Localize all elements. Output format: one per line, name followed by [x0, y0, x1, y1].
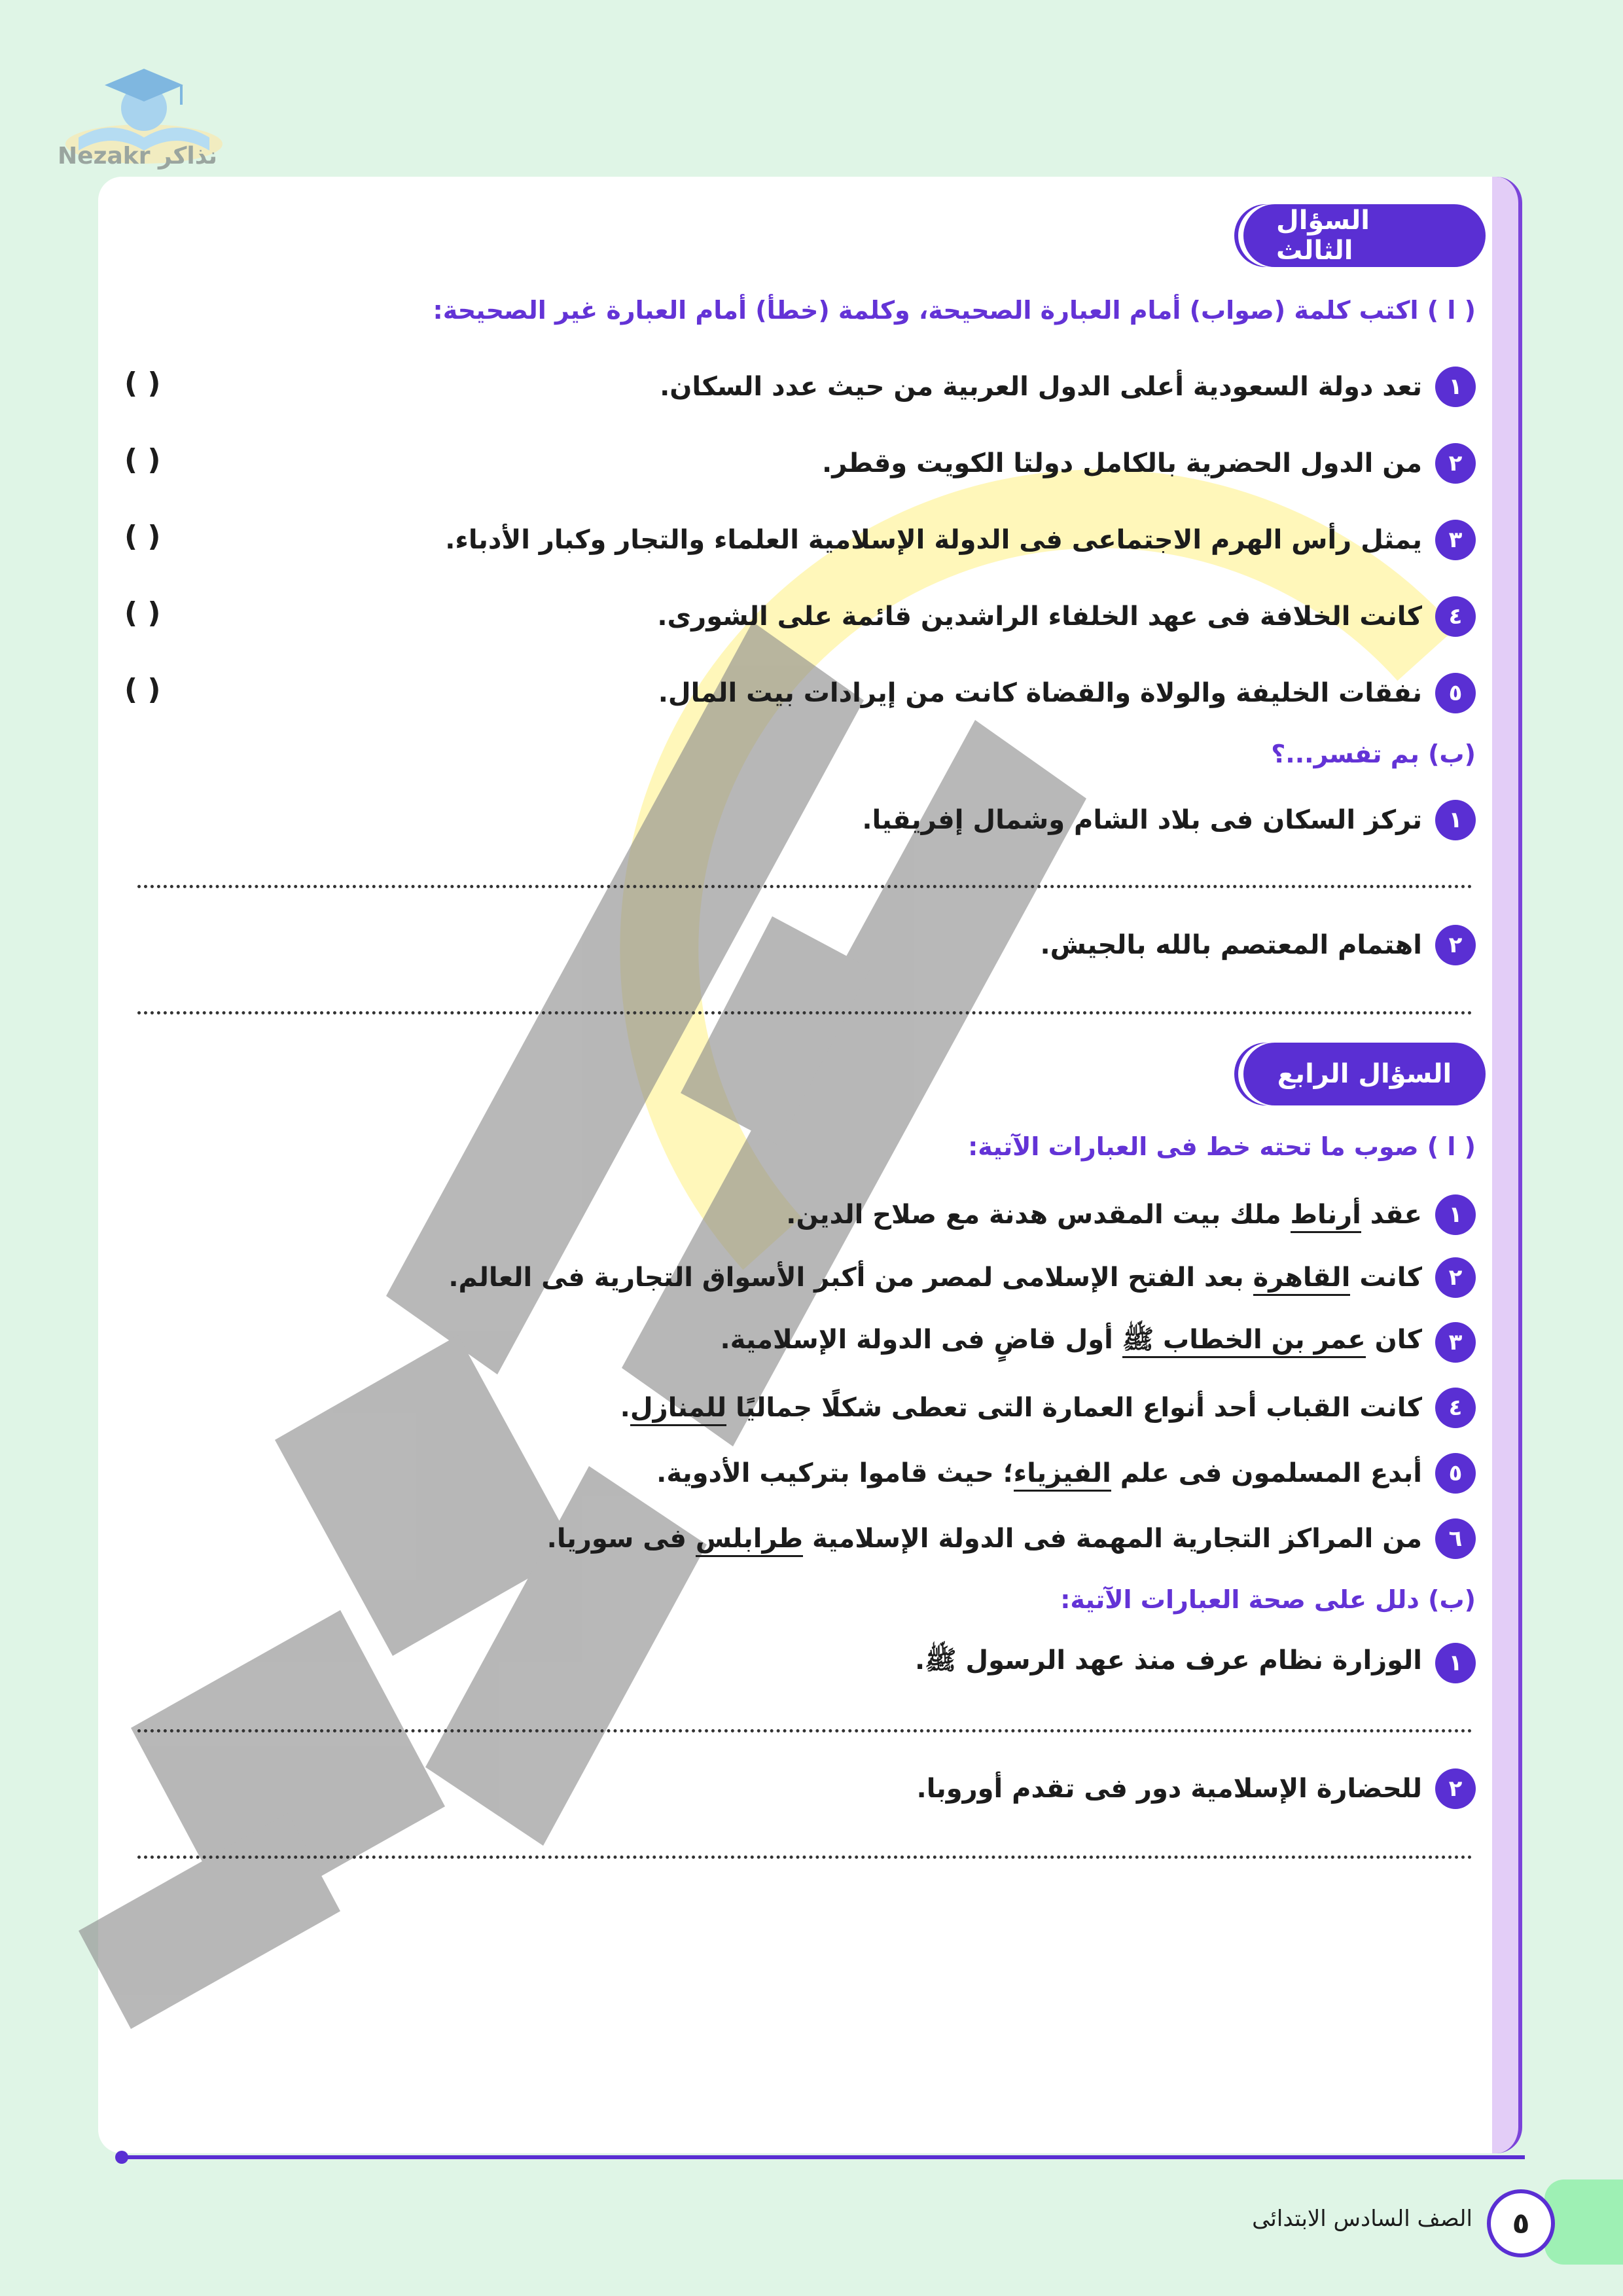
item-text: تعد دولة السعودية أعلى الدول العربية من حيث عدد السكان.	[660, 372, 1422, 402]
q4-item-2	[448, 1257, 1476, 1298]
item-text	[786, 1200, 1422, 1230]
item-number: ٦	[1435, 1518, 1476, 1559]
underlined-term: القاهرة	[1253, 1263, 1351, 1296]
q3-item-3	[445, 520, 1476, 560]
q3-answer-1[interactable]: ( )	[124, 367, 161, 400]
item-text: يمثل رأس الهرم الاجتماعى فى الدولة الإسلامية العلماء والتجار وكبار الأدباء.	[445, 525, 1422, 555]
q3-answer-5[interactable]: ( )	[124, 673, 161, 706]
logo-brand: Nezakr	[58, 143, 151, 170]
item-text	[620, 1393, 1422, 1423]
q3-item-5	[658, 673, 1476, 713]
q4-b-item-1	[915, 1643, 1476, 1683]
q3-item-4	[657, 596, 1476, 637]
item-text: تركز السكان فى بلاد الشام وشمال إفريقيا.	[862, 805, 1422, 835]
item-number: ١	[1435, 800, 1476, 840]
item-text	[448, 1263, 1422, 1293]
text-after: فى سوريا.	[546, 1524, 696, 1554]
grade-label: الصف السادس الابتدائى	[1252, 2206, 1472, 2232]
text-before: أبدع المسلمون فى علم	[1111, 1458, 1422, 1488]
item-number: ٢	[1435, 1768, 1476, 1809]
item-text: نفقات الخليفة والولاة والقضاة كانت من إيرادات بيت المال.	[658, 678, 1422, 708]
text-after: ملك بيت المقدس هدنة مع صلاح الدين.	[786, 1200, 1291, 1230]
item-number: ٥	[1435, 1453, 1476, 1494]
text-after: .	[620, 1393, 630, 1423]
footer-tab	[1544, 2179, 1623, 2265]
q3-item-1	[660, 367, 1476, 407]
item-text: من الدول الحضرية بالكامل دولتا الكويت وقطر.	[822, 448, 1422, 478]
text-after: أول قاضٍ فى الدولة الإسلامية.	[720, 1325, 1122, 1355]
item-text: الوزارة نظام عرف منذ عهد الرسول ﷺ.	[914, 1645, 1422, 1676]
q3-b-item-2	[1040, 925, 1476, 965]
item-text	[720, 1323, 1422, 1361]
underlined-term: أرناط	[1291, 1200, 1361, 1233]
item-number: ٤	[1435, 1388, 1476, 1428]
item-number: ٢	[1435, 443, 1476, 484]
item-text: اهتمام المعتصم بالله بالجيش.	[1040, 930, 1422, 960]
q3-b-item-1	[862, 800, 1476, 840]
q4-item-1	[786, 1194, 1476, 1235]
logo-arabic: نذاكر	[158, 143, 218, 170]
underlined-term: طرابلس	[696, 1524, 803, 1557]
q4-item-3	[720, 1322, 1476, 1363]
q4-b-answer-line-1[interactable]	[137, 1729, 1472, 1732]
q3-part-b-instruction: (ب) بم تفسر...؟	[1271, 740, 1476, 768]
item-number: ٣	[1435, 1322, 1476, 1363]
q4-title: السؤال الرابع	[1243, 1043, 1486, 1105]
item-number: ٢	[1435, 1257, 1476, 1298]
page-number: ٥	[1487, 2189, 1555, 2257]
item-number: ٤	[1435, 596, 1476, 637]
q3-item-2	[822, 443, 1476, 484]
text-before: كان	[1365, 1325, 1422, 1355]
item-number: ١	[1435, 1643, 1476, 1683]
q4-item-4	[620, 1388, 1476, 1428]
q4-item-6	[547, 1518, 1476, 1559]
bottom-divider	[121, 2155, 1525, 2159]
logo-text	[58, 143, 217, 170]
q3-b-answer-line-1[interactable]	[137, 885, 1472, 888]
text-after: بعد الفتح الإسلامى لمصر من أكبر الأسواق التجارية فى العالم.	[448, 1263, 1253, 1293]
item-number: ١	[1435, 1194, 1476, 1235]
bottom-divider-dot	[115, 2151, 128, 2164]
underlined-term: للمنازل	[630, 1393, 726, 1426]
q3-b-answer-line-2[interactable]	[137, 1011, 1472, 1014]
q3-title: السؤال الثالث	[1243, 204, 1486, 267]
q4-b-answer-line-2[interactable]	[137, 1856, 1472, 1859]
q3-part-a-instruction: ( ا ) اكتب كلمة (صواب) أمام العبارة الصحيحة، وكلمة (خطأ) أمام العبارة غير الصحيحة:	[433, 296, 1476, 325]
text-after: ؛ حيث قاموا بتركيب الأدوية.	[656, 1458, 1014, 1488]
item-text	[547, 1524, 1422, 1554]
q4-part-b-instruction: (ب) دلل على صحة العبارات الآتية:	[1060, 1585, 1476, 1614]
underlined-term: الفيزياء	[1014, 1458, 1111, 1492]
q3-answer-3[interactable]: ( )	[124, 520, 161, 553]
item-number: ٣	[1435, 520, 1476, 560]
text-before: عقد	[1361, 1200, 1422, 1230]
q3-answer-2[interactable]: ( )	[124, 443, 161, 476]
text-before: من المراكز التجارية المهمة فى الدولة الإسلامية	[803, 1524, 1422, 1554]
item-text	[656, 1458, 1422, 1488]
underlined-term: عمر بن الخطاب ﷺ	[1122, 1325, 1366, 1358]
item-text: للحضارة الإسلامية دور فى تقدم أوروبا.	[916, 1774, 1422, 1804]
item-number: ١	[1435, 367, 1476, 407]
q4-b-item-2	[917, 1768, 1476, 1809]
q3-answer-4[interactable]: ( )	[124, 596, 161, 630]
item-text: كانت الخلافة فى عهد الخلفاء الراشدين قائمة على الشورى.	[657, 601, 1422, 632]
item-number: ٥	[1435, 673, 1476, 713]
q4-item-5	[656, 1453, 1476, 1494]
item-number: ٢	[1435, 925, 1476, 965]
text-before: كانت	[1350, 1263, 1422, 1293]
q4-part-a-instruction: ( ا ) صوب ما تحته خط فى العبارات الآتية:	[968, 1132, 1476, 1161]
text-before: كانت القباب أحد أنواع العمارة التى تعطى شكلًا جماليًا	[726, 1393, 1422, 1423]
